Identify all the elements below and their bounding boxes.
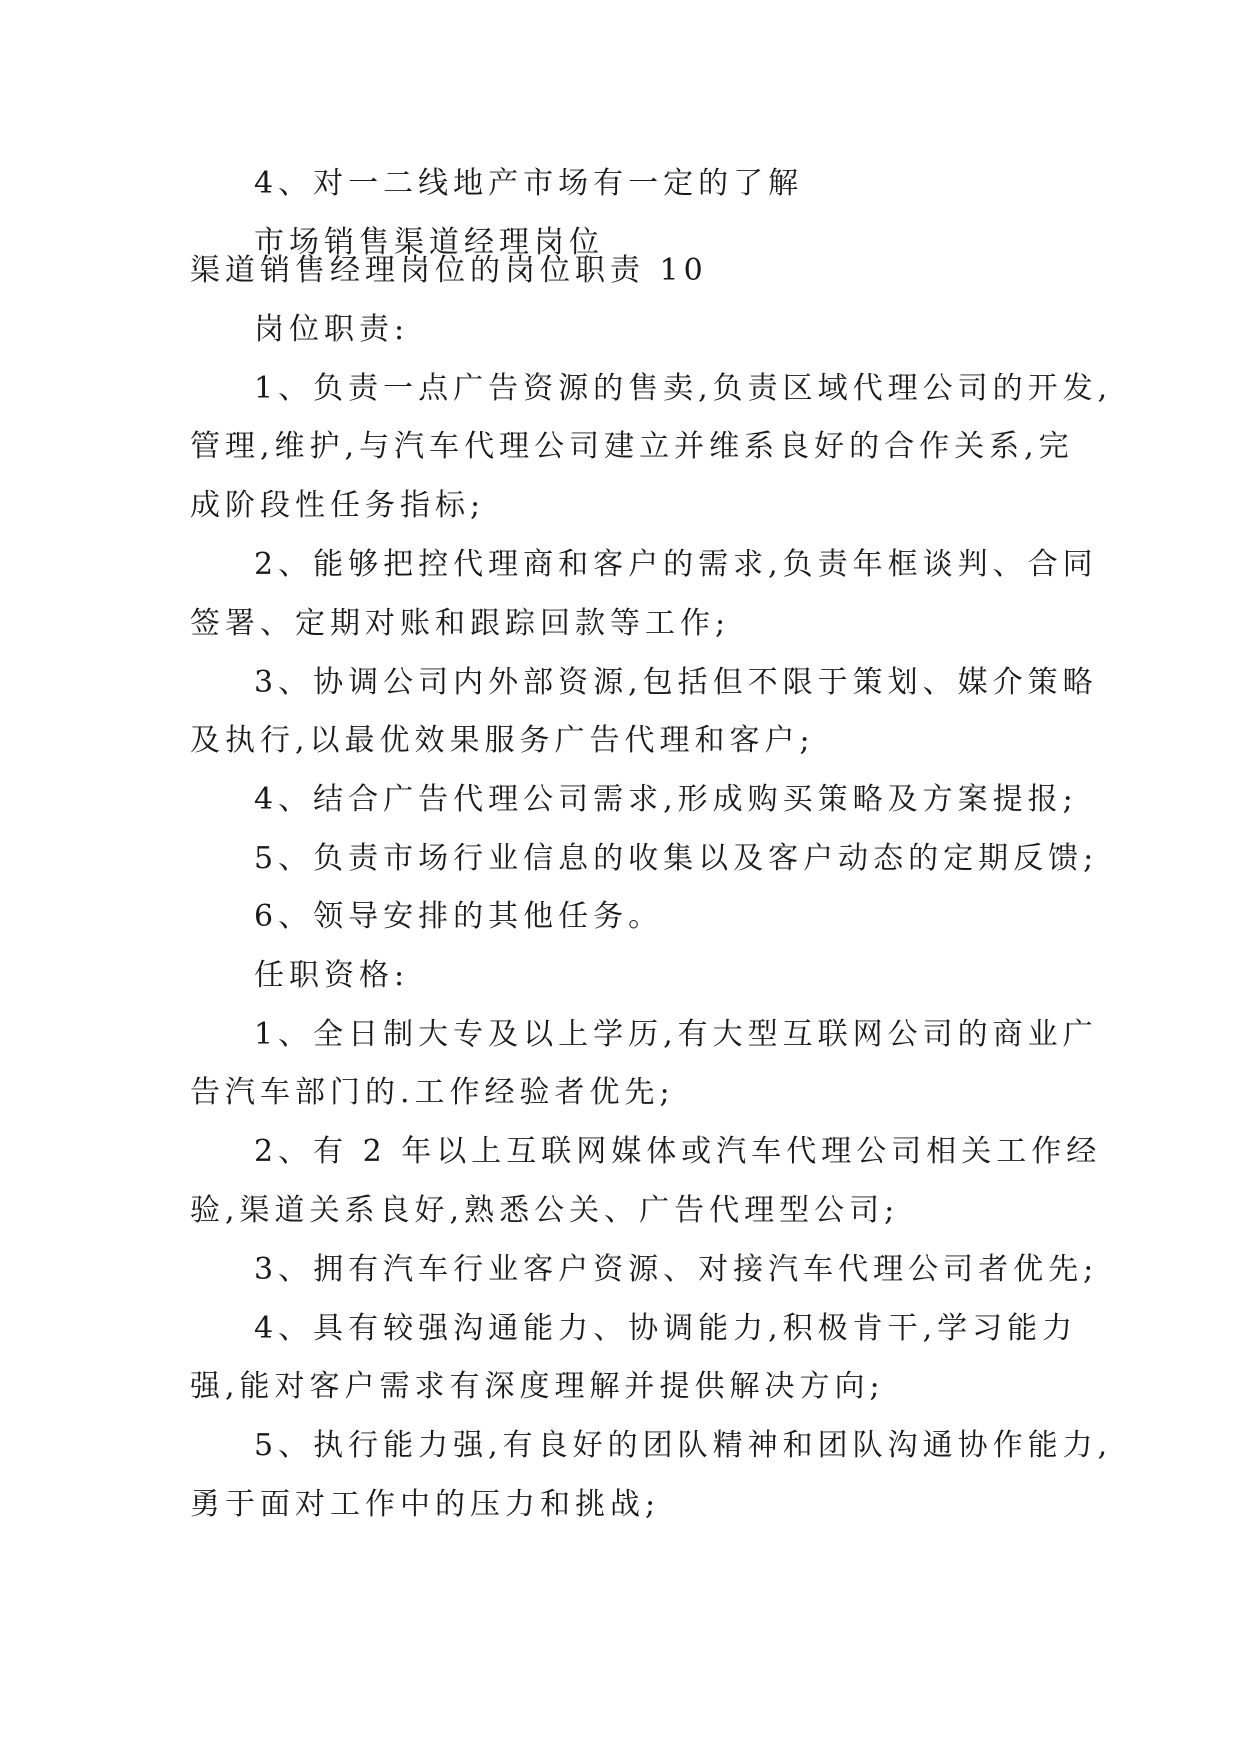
qualifications-heading: 任职资格:: [254, 958, 410, 993]
duty-4: 4、结合广告代理公司需求,形成购买策略及方案提报;: [254, 782, 1078, 817]
qualification-4-line-2: 强,能对客户需求有深度理解并提供解决方向;: [190, 1369, 885, 1404]
duty-2-line-1: 2、能够把控代理商和客户的需求,负责年框谈判、合同: [254, 547, 1098, 582]
qualification-2-line-1: 2、有 2 年以上互联网媒体或汽车代理公司相关工作经: [254, 1134, 1102, 1169]
duty-3-line-2: 及执行,以最优效果服务广告代理和客户;: [190, 723, 815, 758]
duty-1-line-3: 成阶段性任务指标;: [190, 488, 486, 523]
duty-1-line-1: 1、负责一点广告资源的售卖,负责区域代理公司的开发,: [254, 371, 1113, 406]
duty-1-line-2: 管理,维护,与汽车代理公司建立并维系良好的合作关系,完: [190, 429, 1074, 464]
document-heading: 渠道销售经理岗位的岗位职责 10: [190, 253, 708, 288]
duty-2-line-2: 签署、定期对账和跟踪回款等工作;: [190, 606, 731, 641]
text-line-qualification-4: 4、对一二线地产市场有一定的了解: [254, 166, 804, 201]
duties-heading: 岗位职责:: [254, 312, 410, 347]
qualification-3: 3、拥有汽车行业客户资源、对接汽车代理公司者优先;: [254, 1252, 1099, 1287]
duty-6: 6、领导安排的其他任务。: [254, 899, 664, 934]
qualification-5-line-2: 勇于面对工作中的压力和挑战;: [190, 1487, 661, 1522]
duty-5: 5、负责市场行业信息的收集以及客户动态的定期反馈;: [254, 841, 1099, 876]
qualification-1-line-2: 告汽车部门的.工作经验者优先;: [190, 1075, 675, 1110]
qualification-4-line-1: 4、具有较强沟通能力、协调能力,积极肯干,学习能力: [254, 1311, 1078, 1346]
duty-3-line-1: 3、协调公司内外部资源,包括但不限于策划、媒介策略: [254, 665, 1098, 700]
section-title: 市场销售渠道经理岗位: [254, 225, 604, 260]
qualification-1-line-1: 1、全日制大专及以上学历,有大型互联网公司的商业广: [254, 1017, 1098, 1052]
qualification-5-line-1: 5、执行能力强,有良好的团队精神和团队沟通协作能力,: [254, 1428, 1113, 1463]
qualification-2-line-2: 验,渠道关系良好,熟悉公关、广告代理型公司;: [190, 1193, 900, 1228]
